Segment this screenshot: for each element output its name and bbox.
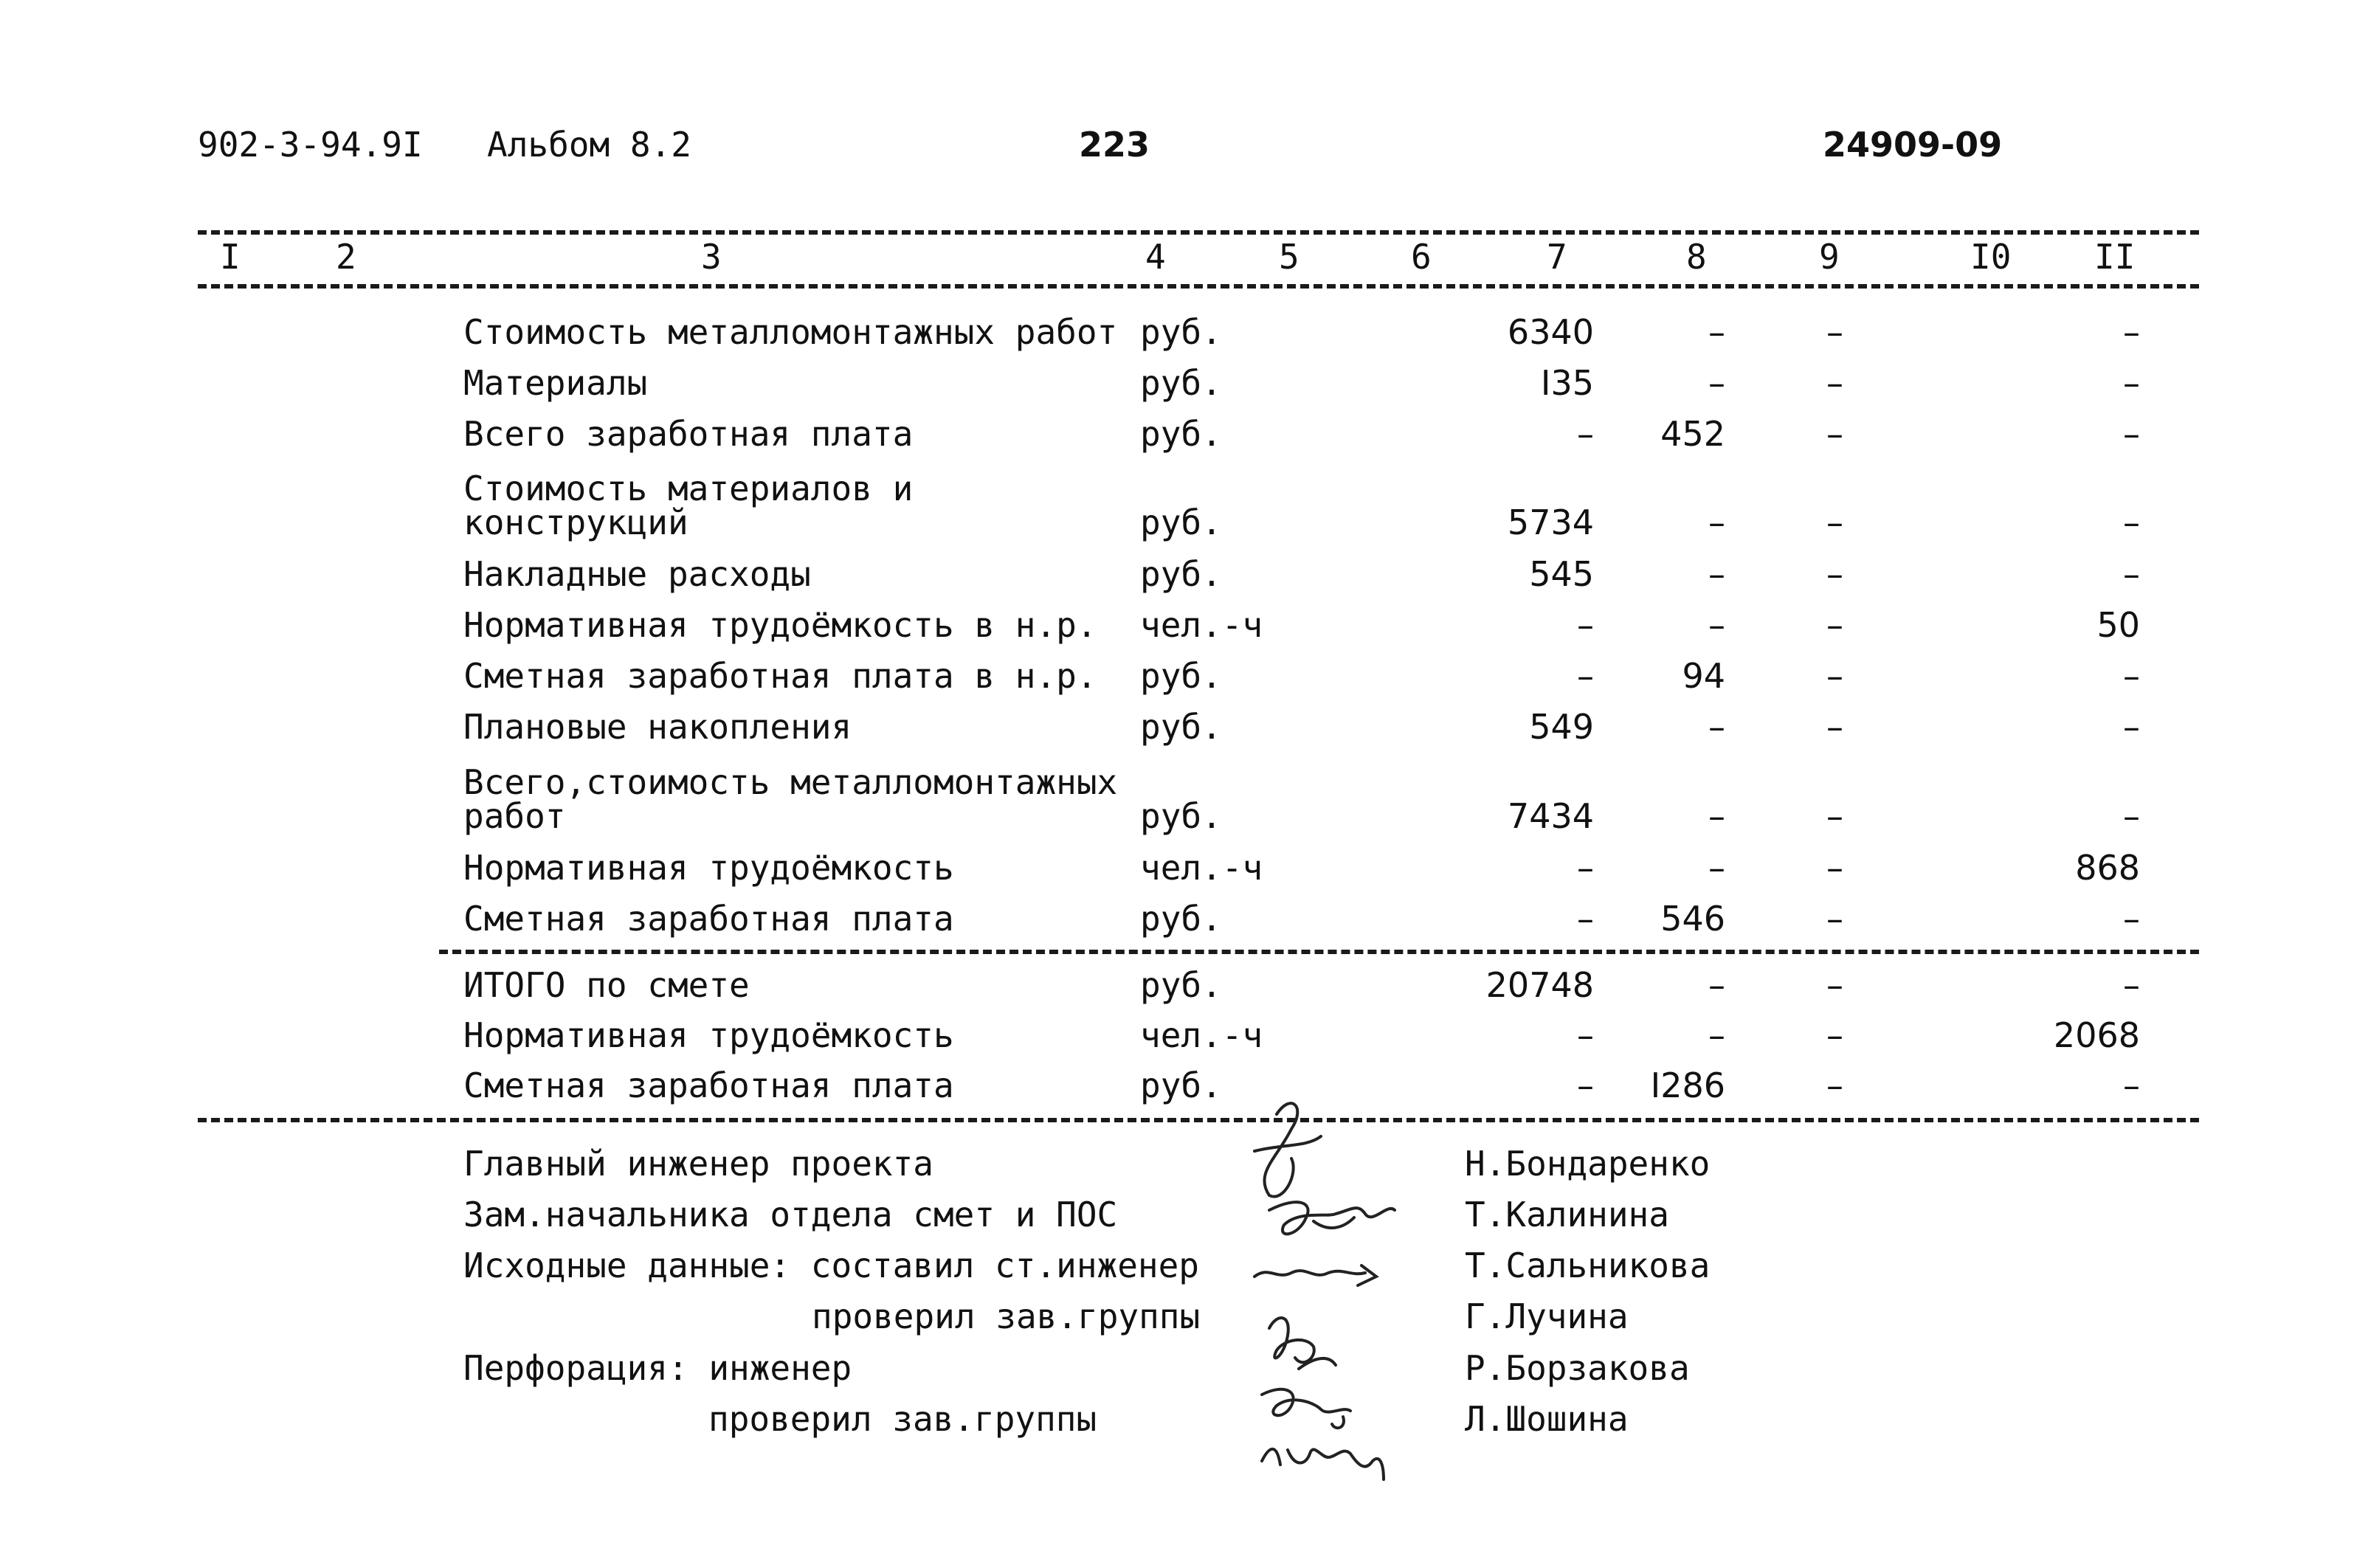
row-label: Нормативная трудоёмкость в н.р.: [463, 605, 1097, 645]
column-number: 5: [1279, 237, 1299, 277]
cell-col-9: –: [1826, 796, 1843, 836]
cell-col-9: –: [1826, 1015, 1843, 1055]
column-number: 3: [701, 237, 722, 277]
cell-col-9: –: [1826, 414, 1843, 454]
cell-col-7: 549: [1529, 707, 1594, 747]
column-number: I0: [1970, 237, 2012, 277]
cell-col-8: –: [1708, 1015, 1725, 1055]
cell-col-9: –: [1826, 848, 1843, 888]
row-unit: руб.: [1140, 554, 1222, 594]
column-number: 6: [1411, 237, 1432, 277]
cell-col-11: –: [2123, 502, 2140, 542]
row-label: Всего заработная плата: [463, 414, 914, 454]
table-top-rule: [198, 230, 2199, 235]
cell-col-9: –: [1826, 965, 1843, 1005]
column-number: 4: [1145, 237, 1166, 277]
column-number: I: [220, 237, 241, 277]
cell-col-11: –: [2123, 363, 2140, 403]
cell-col-11: –: [2123, 656, 2140, 696]
cell-col-8: I286: [1650, 1066, 1725, 1105]
cell-col-8: 452: [1660, 414, 1725, 454]
row-unit: руб.: [1140, 965, 1222, 1005]
row-label: Накладные расходы: [463, 554, 811, 594]
signature-role: Главный инженер проекта: [463, 1144, 933, 1184]
cell-col-8: 546: [1660, 899, 1725, 939]
handwritten-signatures: [1225, 1092, 1446, 1491]
cell-col-9: –: [1826, 605, 1843, 645]
cell-col-11: –: [2123, 899, 2140, 939]
row-label: Всего,стоимость металломонтажных: [463, 762, 1118, 802]
signature-role: проверил зав.группы: [708, 1399, 1097, 1439]
totals-rule: [439, 950, 2199, 954]
row-unit: руб.: [1140, 502, 1222, 542]
cell-col-11: –: [2123, 796, 2140, 836]
row-label: Сметная заработная плата: [463, 899, 954, 939]
table-header-rule: [198, 284, 2199, 289]
cell-col-8: –: [1708, 554, 1725, 594]
row-unit: чел.-ч: [1140, 848, 1263, 888]
cell-col-7: 7434: [1507, 796, 1594, 836]
row-unit: руб.: [1140, 899, 1222, 939]
row-unit: руб.: [1140, 414, 1222, 454]
cell-col-9: –: [1826, 312, 1843, 352]
row-unit: руб.: [1140, 796, 1222, 836]
row-unit: руб.: [1140, 1066, 1222, 1105]
signature-role: Перфорация: инженер: [463, 1348, 852, 1388]
cell-col-7: –: [1577, 414, 1594, 454]
cell-col-8: –: [1708, 605, 1725, 645]
row-label: Плановые накопления: [463, 707, 852, 747]
cell-col-7: –: [1577, 1015, 1594, 1055]
cell-col-7: –: [1577, 656, 1594, 696]
row-label: Сметная заработная плата в н.р.: [463, 656, 1097, 696]
row-label: Стоимость материалов и: [463, 469, 914, 508]
cell-col-9: –: [1826, 899, 1843, 939]
row-unit: руб.: [1140, 656, 1222, 696]
column-number: 7: [1547, 237, 1567, 277]
signature-name: Г.Лучина: [1465, 1296, 1629, 1336]
cell-col-8: –: [1708, 796, 1725, 836]
signature-name: Л.Шошина: [1465, 1399, 1629, 1439]
cell-col-7: –: [1577, 899, 1594, 939]
row-unit: руб.: [1140, 707, 1222, 747]
cell-col-11: –: [2123, 707, 2140, 747]
signature-name: Т.Калинина: [1465, 1195, 1669, 1234]
cell-col-11: –: [2123, 1066, 2140, 1105]
column-number: 8: [1686, 237, 1707, 277]
cell-col-7: 20748: [1485, 965, 1594, 1005]
page-number: 223: [1079, 125, 1150, 165]
signature-name: Н.Бондаренко: [1465, 1144, 1711, 1184]
cell-col-7: 6340: [1507, 312, 1594, 352]
cell-col-11: 2068: [2053, 1015, 2140, 1055]
column-number: 2: [336, 237, 356, 277]
row-label: Сметная заработная плата: [463, 1066, 954, 1105]
row-label: работ: [463, 796, 566, 836]
row-unit: руб.: [1140, 363, 1222, 403]
column-number: II: [2094, 237, 2136, 277]
signature-role: проверил зав.группы: [812, 1296, 1201, 1336]
cell-col-9: –: [1826, 502, 1843, 542]
cell-col-9: –: [1826, 554, 1843, 594]
cell-col-11: –: [2123, 965, 2140, 1005]
cell-col-7: –: [1577, 1066, 1594, 1105]
cell-col-11: –: [2123, 312, 2140, 352]
cell-col-8: 94: [1682, 656, 1725, 696]
row-unit: руб.: [1140, 312, 1222, 352]
row-label: конструкций: [463, 502, 688, 542]
row-label: Стоимость металломонтажных работ: [463, 312, 1118, 352]
cell-col-9: –: [1826, 707, 1843, 747]
signature-role: Зам.начальника отдела смет и ПОС: [463, 1195, 1118, 1234]
row-unit: чел.-ч: [1140, 1015, 1263, 1055]
row-label: Материалы: [463, 363, 648, 403]
signature-name: Т.Сальникова: [1465, 1246, 1711, 1285]
cell-col-11: 868: [2075, 848, 2140, 888]
cell-col-8: –: [1708, 312, 1725, 352]
cell-col-7: 545: [1529, 554, 1594, 594]
row-label: Нормативная трудоёмкость: [463, 848, 954, 888]
cell-col-9: –: [1826, 363, 1843, 403]
cell-col-7: 5734: [1507, 502, 1594, 542]
cell-col-9: –: [1826, 656, 1843, 696]
cell-col-8: –: [1708, 363, 1725, 403]
cell-col-7: –: [1577, 848, 1594, 888]
cell-col-8: –: [1708, 707, 1725, 747]
cell-col-11: 50: [2096, 605, 2140, 645]
table-bottom-rule: [198, 1118, 2199, 1122]
cell-col-8: –: [1708, 965, 1725, 1005]
project-code: 902-3-94.9I: [198, 125, 423, 165]
column-number: 9: [1819, 237, 1840, 277]
row-label: ИТОГО по смете: [463, 965, 750, 1005]
cell-col-7: I35: [1540, 363, 1594, 403]
cell-col-8: –: [1708, 848, 1725, 888]
signature-name: Р.Борзакова: [1465, 1348, 1690, 1388]
cell-col-11: –: [2123, 554, 2140, 594]
cell-col-7: –: [1577, 605, 1594, 645]
cell-col-8: –: [1708, 502, 1725, 542]
document-number: 24909-09: [1823, 125, 2003, 165]
album-label: Альбом 8.2: [487, 125, 691, 165]
cell-col-11: –: [2123, 414, 2140, 454]
cell-col-9: –: [1826, 1066, 1843, 1105]
row-unit: чел.-ч: [1140, 605, 1263, 645]
row-label: Нормативная трудоёмкость: [463, 1015, 954, 1055]
signature-role: Исходные данные: составил ст.инженер: [463, 1246, 1199, 1285]
